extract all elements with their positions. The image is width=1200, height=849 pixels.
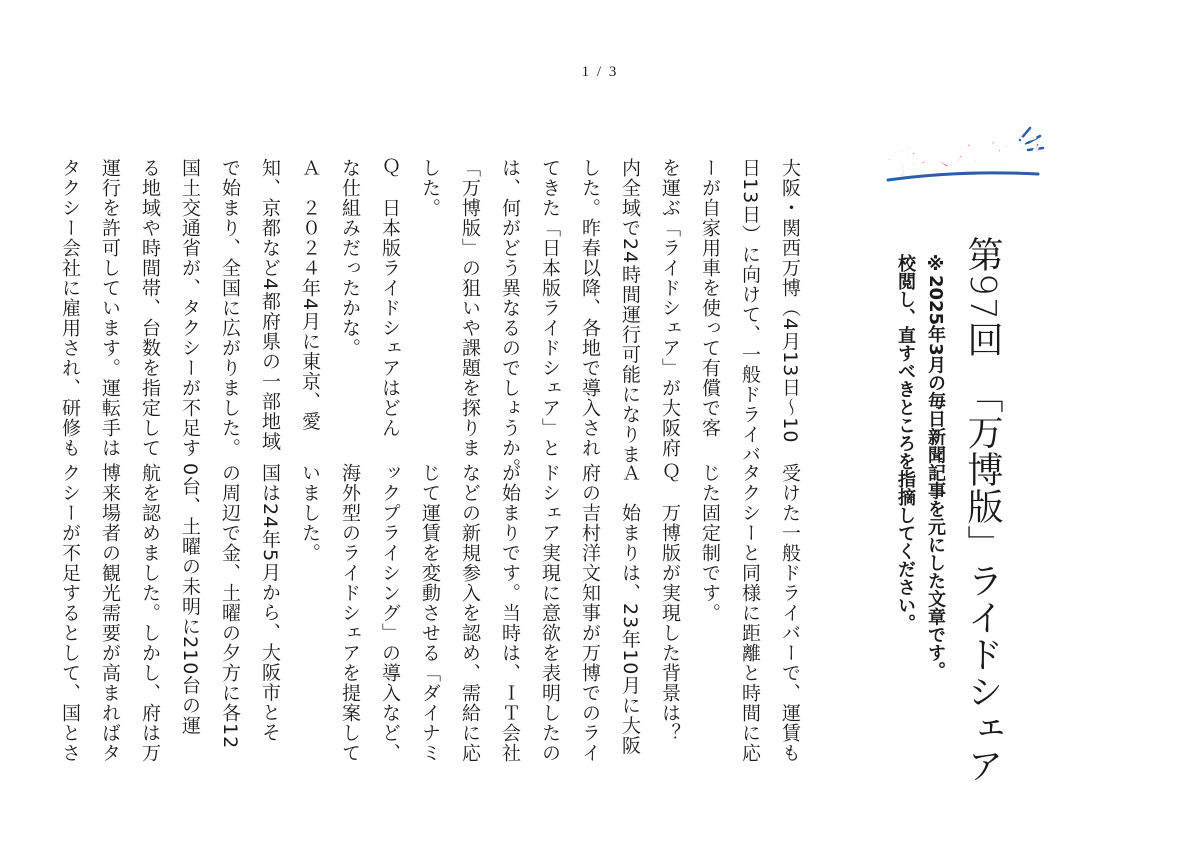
text-line: 受けた一般ドライバーで、運賃も [779, 463, 801, 763]
instruction-line-1: ※2025年3月の毎日新聞記事を元にした文章です。 [925, 254, 946, 680]
text-line: な仕組みだったかな。 [339, 158, 361, 358]
text-line: 博来場者の観光需要が高まればタ [99, 463, 121, 763]
text-line: Ｑ 万博版が実現した背景は？ [659, 463, 681, 743]
text-line: 海外型のライドシェアを提案して [339, 463, 361, 763]
page-number: 1 / 3 [581, 64, 619, 80]
text-line: 知、京都など4都府県の一部地域 [259, 158, 281, 452]
manaberu-gera-logo [880, 118, 1050, 190]
text-line: てきた「日本版ライドシェア」と [539, 158, 561, 458]
text-line: ーが自家用車を使って有償で客 [699, 158, 721, 438]
text-line: じた固定制です。 [699, 463, 721, 623]
text-line: Ａ ２０２４年4月に東京、愛 [299, 158, 321, 432]
text-line: 大阪・関西万博（4月13日～10 [779, 158, 801, 444]
text-line: 内全域で24時間運行可能になりま [619, 158, 641, 465]
text-line: 国は24年5月から、大阪市とそ [259, 463, 281, 743]
text-line: クシーが不足するとして、国とさ [59, 463, 81, 763]
text-line: で始まり、全国に広がりました。 [219, 158, 241, 458]
text-line: 「万博版」の狙いや課題を探りま [459, 158, 481, 458]
text-line: Ａ 始まりは、23年10月に大阪 [619, 463, 641, 756]
article-bottom-block [59, 463, 810, 768]
text-line: 運行を許可しています。運転手は [99, 158, 121, 458]
text-line: 府の吉村洋文知事が万博でのライ [579, 463, 601, 763]
text-line: を運ぶ「ライドシェア」が大阪府 [659, 158, 681, 458]
text-line: 日13日）に向けて、一般ドライバ [739, 158, 761, 465]
text-line: じて運賃を変動させる「ダイナミ [419, 463, 441, 763]
page-title: 第97回 「万博版」ライドシェア [962, 236, 1003, 784]
text-line: ドシェア実現に意欲を表明したの [539, 463, 561, 763]
instruction-line-2: 校閲し、直すべきところを指摘してください。 [895, 254, 916, 632]
text-line: ックプライシング」の導入など、 [379, 463, 401, 763]
text-line: が始まりです。当時は、ＩＴ会社 [499, 463, 521, 763]
text-line: などの新規参入を認め、需給に応 [459, 463, 481, 763]
article-top-block [59, 158, 810, 478]
text-line: 0台、土曜の未明に210台の運 [179, 463, 201, 736]
text-line: した。昨春以降、各地で導入され [579, 158, 601, 458]
instructions [870, 254, 950, 680]
text-line: いました。 [299, 463, 321, 563]
logo-text: 学べるゲラ [884, 129, 1048, 184]
text-line: の周辺で金、土曜の夕方に各12 [219, 463, 241, 750]
text-line: る地域や時間帯、台数を指定して [139, 158, 161, 458]
text-line: は、何がどう異なるのでしょうか。 [499, 158, 521, 478]
text-line: 航を認めました。しかし、府は万 [139, 463, 161, 763]
text-line: タクシーと同様に距離と時間に応 [739, 463, 761, 763]
text-line: Ｑ 日本版ライドシェアはどん [379, 158, 401, 438]
text-line: タクシー会社に雇用され、研修も [59, 158, 81, 458]
text-line: した。 [419, 158, 441, 218]
text-line: 国土交通省が、タクシーが不足す [179, 158, 201, 458]
